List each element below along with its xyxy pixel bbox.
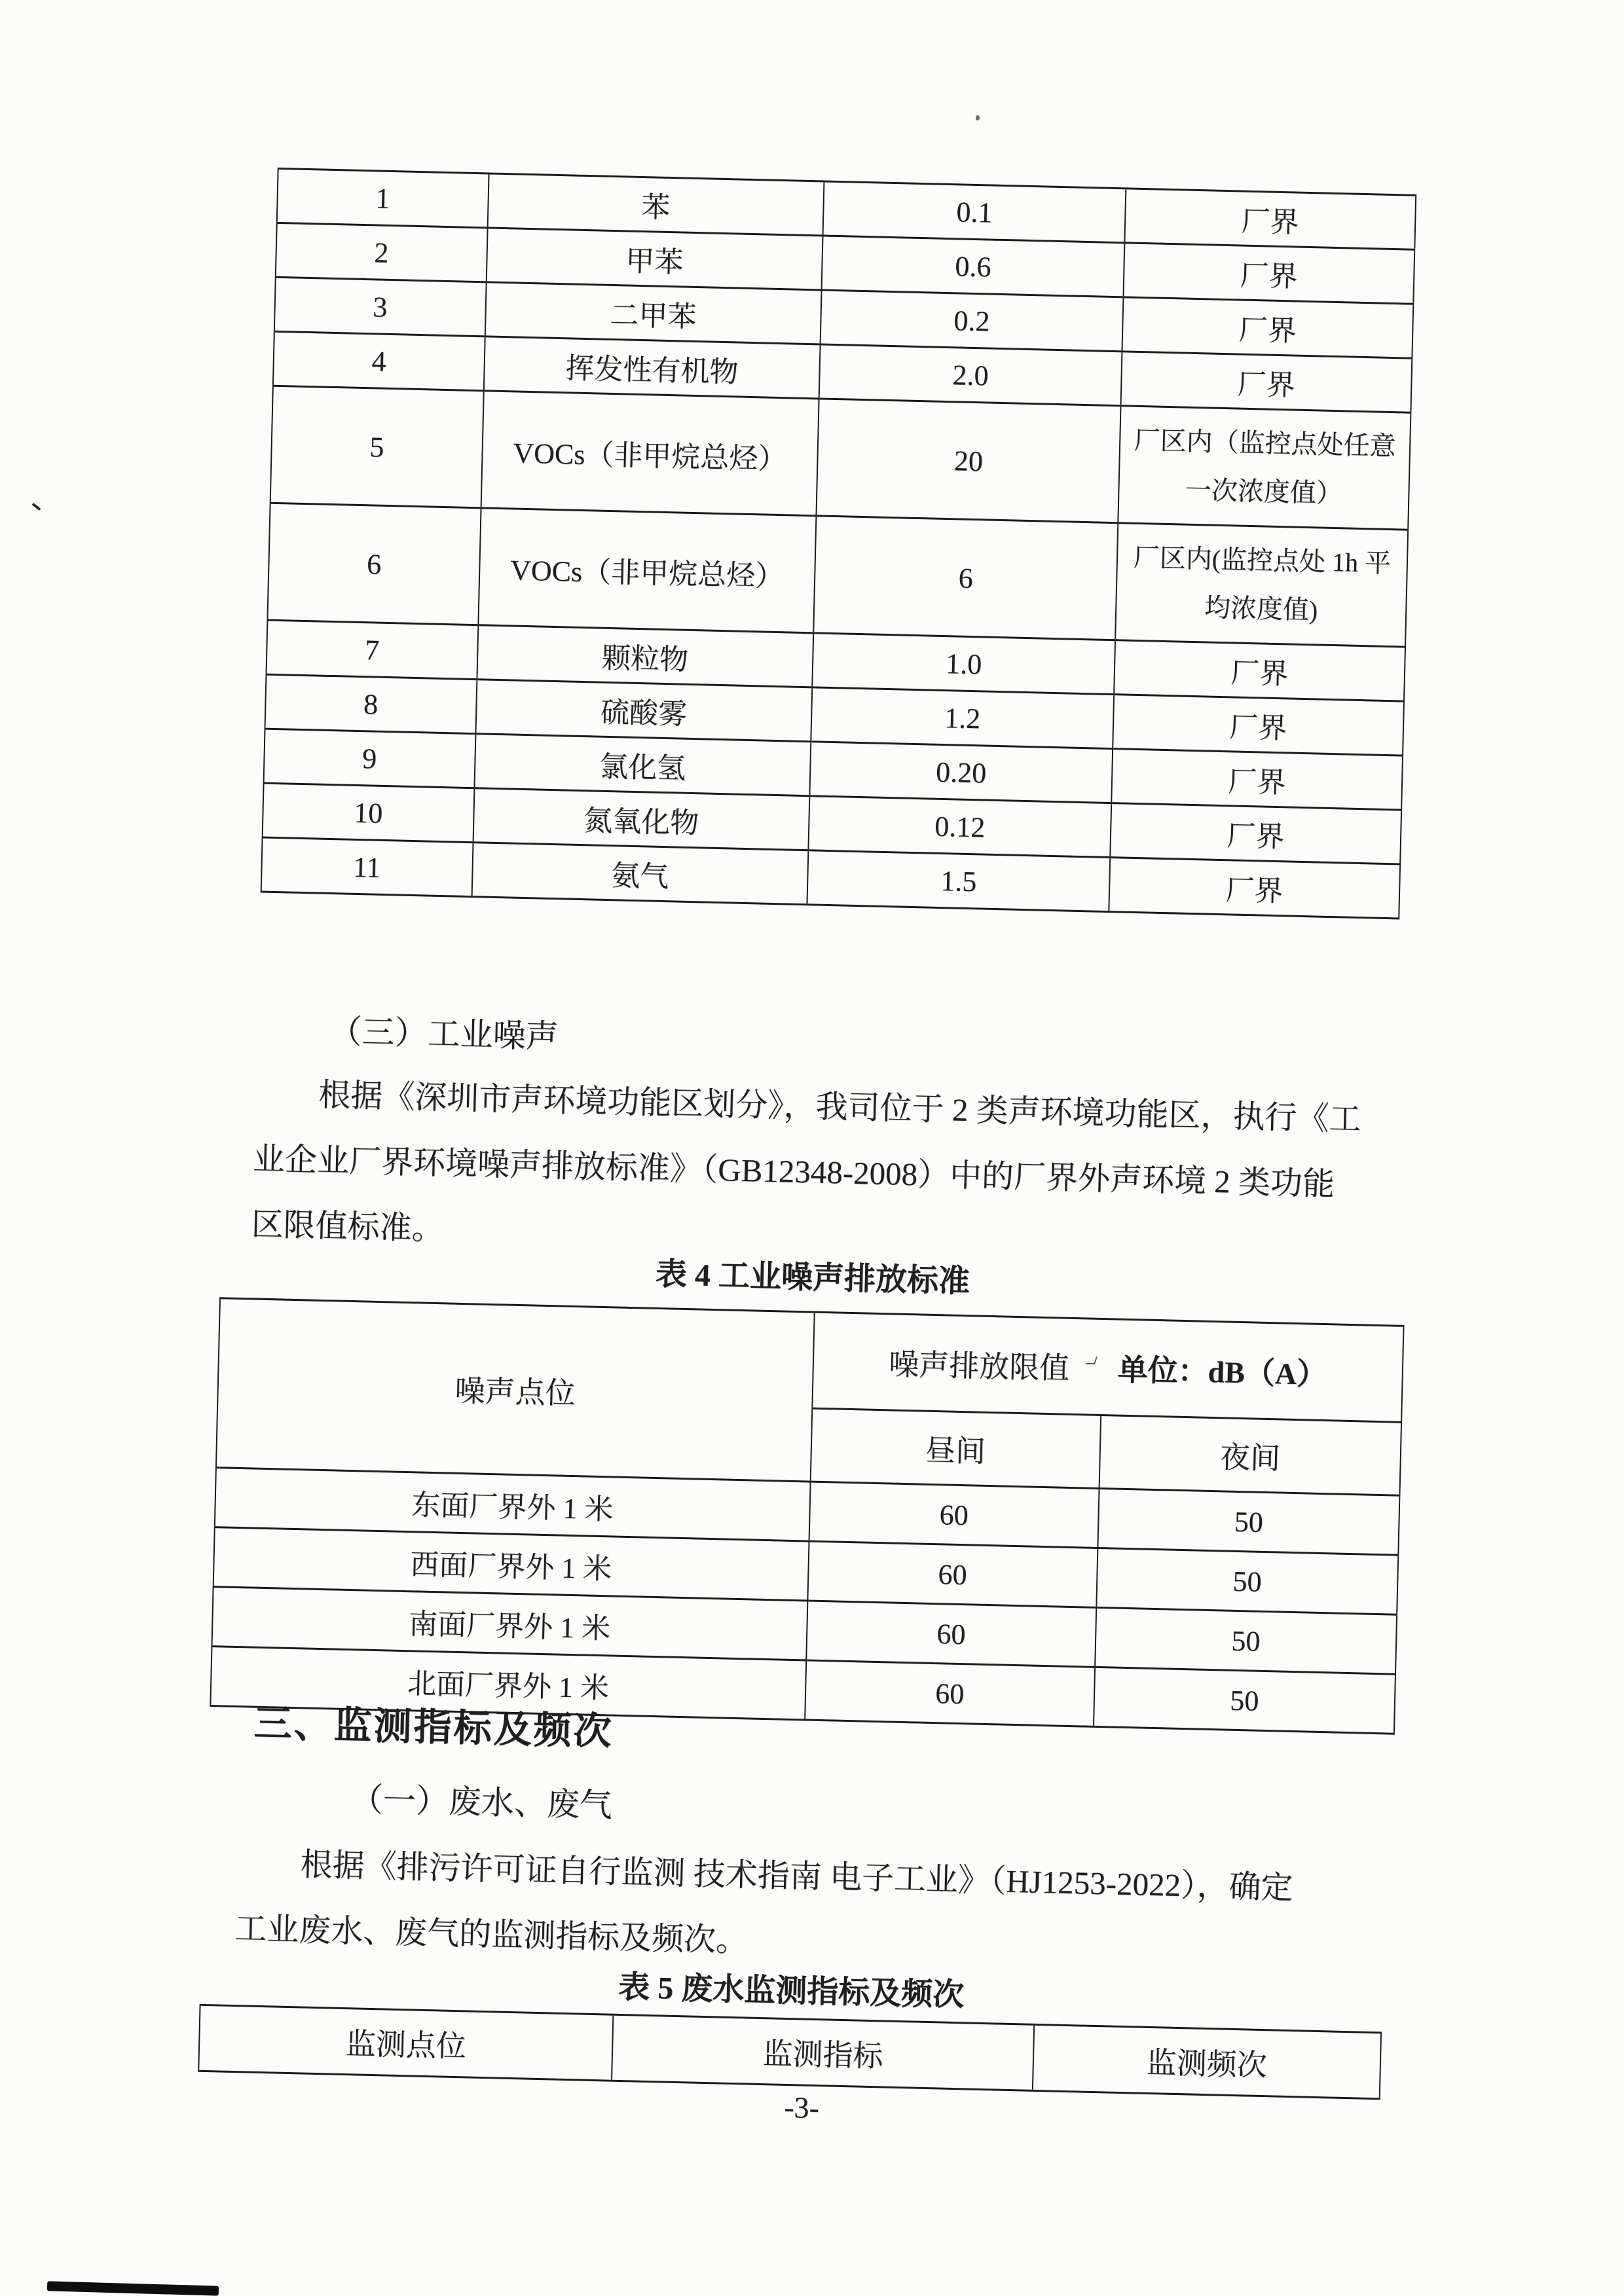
scan-speck-artifact [976,115,980,120]
pollutant-name-cell: 硫酸雾 [475,680,813,742]
pollutant-location-cell: 厂界 [1110,803,1401,864]
pollutant-name-cell: 挥发性有机物 [483,337,821,399]
wastewater-header-cell: 监测点位 [198,2005,614,2081]
pollutant-value-cell: 0.1 [823,181,1126,243]
pollutant-number-cell: 1 [277,168,489,228]
noise-unit-label: 单位：dB（A） [1117,1353,1327,1392]
pollutant-number-cell: 10 [263,783,474,843]
subsection-heading-wastewater-gas: （一）废水、废气 [350,1781,613,1824]
pollutant-value-cell: 0.2 [821,290,1123,352]
pollutant-name-cell: 氨气 [471,843,809,905]
pollutant-location-cell: 厂界 [1109,858,1400,919]
pollutant-location-cell: 厂界 [1113,695,1404,756]
section-heading-industrial-noise: （三）工业噪声 [329,1013,559,1055]
noise-point-cell: 西面厂界外 1 米 [213,1527,809,1601]
pollutant-name-cell: 氯化氢 [474,734,811,796]
pollutant-name-cell: 氮氧化物 [473,788,810,850]
noise-point-cell: 南面厂界外 1 米 [212,1587,808,1660]
pollutant-number-cell: 8 [265,674,477,734]
nighttime-header: 夜间 [1099,1415,1401,1495]
pollutant-number-cell: 11 [261,837,473,897]
page-number: -3- [783,2090,820,2125]
pollutant-location-cell: 厂界 [1120,352,1412,412]
pollutant-location-cell: 厂区内（监控点处任意一次浓度值） [1118,406,1411,530]
pollutant-value-cell: 1.2 [811,687,1114,749]
pollutant-value-cell: 1.5 [807,850,1110,912]
paragraph-line: 区限值标准。 [251,1206,445,1247]
pollutant-value-cell: 20 [817,399,1121,523]
pollutant-number-cell: 7 [266,620,477,680]
noise-limit-header [812,1312,1404,1422]
pollutant-name-cell: 苯 [487,173,824,236]
pollutant-value-cell: 0.20 [810,742,1113,803]
table5-caption: 表 5 废水监测指标及频次 [618,1969,965,2013]
noise-point-cell: 东面厂界外 1 米 [215,1468,811,1541]
pollutant-value-cell: 2.0 [819,344,1122,406]
pollutant-number-cell: 2 [276,223,487,282]
daytime-header: 昼间 [810,1408,1101,1488]
scan-smear-artifact [47,2281,219,2295]
paragraph-line: 业企业厂界环境噪声排放标准》（GB12348-2008）中的厂界外声环境 2 类功能 [252,1140,1335,1203]
pollutant-location-cell: 厂界 [1111,749,1403,810]
pollutant-value-cell: 1.0 [812,633,1115,695]
pollutant-number-cell: 9 [264,729,475,788]
pollutant-location-cell: 厂界 [1124,189,1416,249]
pollutant-number-cell: 6 [267,503,481,625]
pollutant-name-cell: VOCs（非甲烷总烃） [478,508,817,633]
wastewater-header-cell: 监测指标 [612,2014,1033,2090]
paragraph-line: 根据《深圳市声环境功能区划分》，我司位于 2 类声环境功能区，执行《工 [318,1076,1362,1138]
paragraph-line: 工业废水、废气的监测指标及频次。 [234,1910,748,1959]
daytime-value-cell: 60 [806,1601,1096,1667]
pollutant-location-cell: 厂界 [1114,640,1405,701]
nighttime-value-cell: 50 [1094,1667,1395,1734]
noise-table-header-row-1 [218,1298,1404,1423]
pollutant-value-cell: 6 [813,516,1118,640]
pollutant-name-cell: 甲苯 [486,228,823,290]
pollutant-name-cell: VOCs（非甲烷总烃） [481,391,819,516]
noise-limit-label: 噪声排放限值 [888,1347,1070,1385]
pollutant-number-cell: 5 [270,386,484,508]
daytime-value-cell: 60 [805,1660,1095,1726]
noise-point-cell: 北面厂界外 1 米 [210,1647,806,1720]
noise-point-header: 噪声点位 [216,1298,814,1482]
noise-standard-table [210,1297,1404,1734]
pollutant-location-cell: 厂界 [1122,297,1413,358]
section-heading-monitoring: 三、监测指标及频次 [253,1702,614,1753]
pollutant-value-cell: 0.6 [822,236,1124,297]
pollutant-limits-table [261,168,1417,920]
pollutant-location-cell: 厂区内(监控点处 1h 平均浓度值) [1115,523,1408,647]
pollutant-location-cell: 厂界 [1123,243,1414,304]
nighttime-value-cell: 50 [1096,1548,1398,1614]
daytime-value-cell: 60 [809,1482,1099,1548]
pollutant-name-cell: 颗粒物 [477,625,814,687]
pollutant-number-cell: 3 [274,277,486,337]
nighttime-value-cell: 50 [1098,1488,1399,1555]
daytime-value-cell: 60 [807,1541,1098,1607]
wastewater-header-cell: 监测频次 [1032,2024,1381,2098]
nighttime-value-cell: 50 [1095,1607,1397,1674]
table4-caption: 表 4 工业噪声排放标准 [655,1256,970,1300]
pollutant-name-cell: 二甲苯 [485,282,822,344]
pollutant-number-cell: 4 [273,331,485,391]
pollutant-value-cell: 0.12 [809,796,1111,858]
paragraph-line: 根据《排污许可证自行监测 技术指南 电子工业》（HJ1253-2022），确定 [300,1846,1294,1906]
